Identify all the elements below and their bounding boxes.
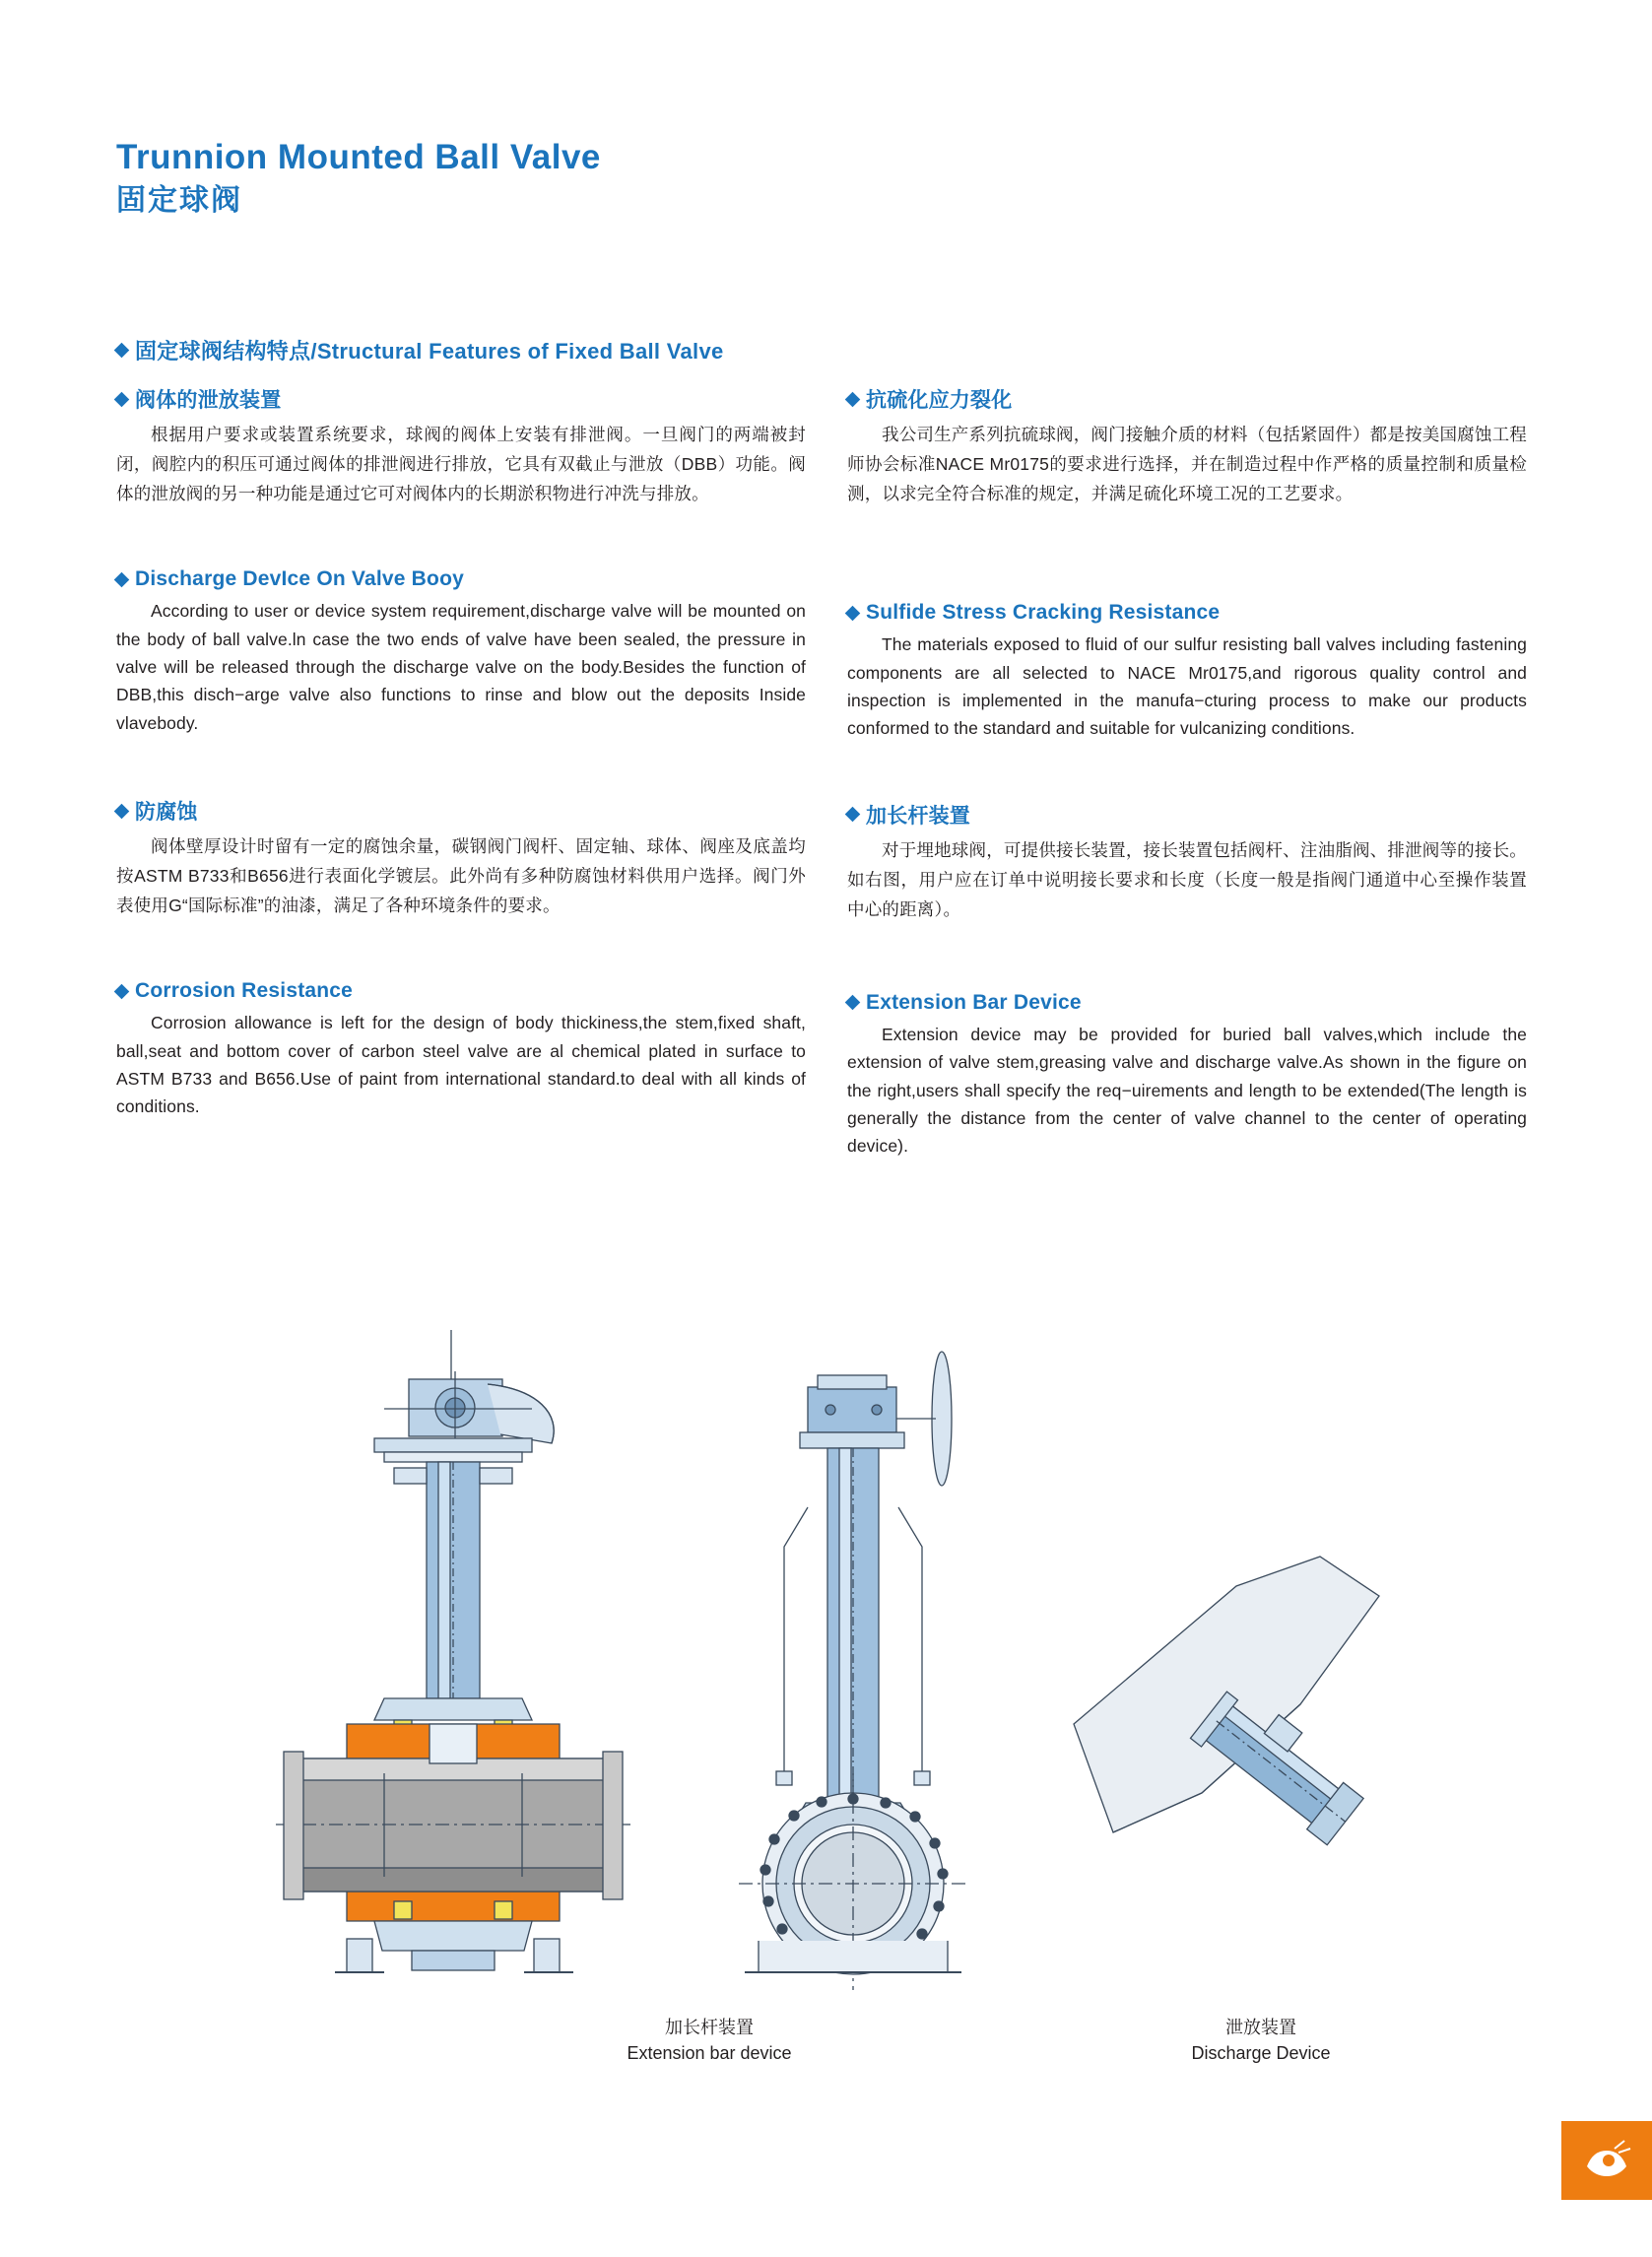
sub-heading	[116, 567, 806, 591]
article-sulfide-en	[847, 601, 1527, 742]
spacer	[116, 954, 806, 979]
sub-heading-text: 阀体的泄放装置	[135, 389, 282, 412]
page-title-cn: 固定球阀	[116, 184, 242, 218]
corner-logo	[1561, 2121, 1652, 2200]
sub-heading	[847, 384, 1527, 414]
paragraph: The materials exposed to fluid of our sulfur resisting ball valves including fastening components are all selected to NACE Mr0175,and rigorous quality control and inspection is implemented in the manufa−cturing process to make our products conformed to the standard and suitable for vulcanizing conditions.	[847, 634, 1527, 739]
sub-heading	[116, 796, 806, 826]
diamond-bullet-icon	[114, 803, 130, 819]
caption-cn: 泄放装置	[1225, 2018, 1296, 2037]
section-heading-structural-features	[116, 335, 724, 365]
diamond-bullet-icon	[114, 572, 130, 588]
figure-caption-discharge	[1064, 2015, 1458, 2066]
spacer	[116, 542, 806, 567]
spacer	[116, 770, 806, 796]
diamond-bullet-icon	[845, 995, 861, 1011]
article-sulfide-cn	[847, 384, 1527, 508]
sub-heading	[116, 979, 806, 1003]
article-extension-cn	[847, 800, 1527, 924]
paragraph: 根据用户要求或装置系统要求，球阀的阀体上安装有排泄阀。一旦阀门的两端被封闭，阀腔内的积压可通过阀体的排泄阀进行排放，它具有双截止与泄放（DBB）功能。阀体的泄放阀的另一种功能是通过它可对阀体内的长期淤积物进行冲洗与排放。	[116, 425, 806, 504]
diamond-bullet-icon	[845, 807, 861, 823]
sub-heading-text: Discharge DevIce On Valve Booy	[135, 567, 464, 591]
diamond-bullet-icon	[845, 391, 861, 407]
figure-caption-extension	[512, 2015, 906, 2066]
article-discharge-device-en	[116, 567, 806, 737]
sub-heading-text: Sulfide Stress Cracking Resistance	[866, 601, 1221, 625]
paragraph: 阀体壁厚设计时留有一定的腐蚀余量，碳钢阀门阀杆、固定轴、球体、阀座及底盖均按ASTM B733和B656进行表面化学镀层。此外尚有多种防腐蚀材料供用户选择。阀门外表使用G“国际标准”的油漆，满足了各种环境条件的要求。	[116, 836, 806, 916]
spacer	[847, 542, 1527, 601]
paragraph: 对于埋地球阀，可提供接长装置，接长装置包括阀杆、注油脂阀、排泄阀等的接长。如右图，用户应在订单中说明接长要求和长度（长度一般是指阀门通道中心至操作装置中心的距离）。	[847, 839, 1527, 919]
sub-heading	[847, 991, 1527, 1015]
article-corrosion-en	[116, 979, 806, 1120]
caption-en: Extension bar device	[627, 2043, 792, 2064]
figures-area	[0, 1310, 1652, 2079]
right-column	[847, 384, 1527, 1194]
paragraph: According to user or device system requirement,discharge valve will be mounted on the body of ball valve.ln case the two ends of valve have been sealed, the pressure in valve will be released through the discharge valve on the body.Besides the function of DBB,this disch−arge valve also functions to rinse and blow out the deposits Inside vlavebody.	[116, 601, 806, 733]
caption-en: Discharge Device	[1191, 2043, 1331, 2064]
spacer	[847, 958, 1527, 991]
section-heading-text: 固定球阀结构特点/Structural Features of Fixed Ball Valve	[135, 339, 724, 364]
valve-logo-icon	[1579, 2137, 1634, 2184]
sub-heading	[847, 800, 1527, 830]
page-title-en: Trunnion Mounted Ball Valve	[116, 138, 601, 176]
figure-cutaway-ball-valve	[236, 1310, 670, 1990]
diamond-bullet-icon	[114, 343, 130, 359]
sub-heading	[847, 601, 1527, 625]
spacer	[847, 776, 1527, 800]
sub-heading-text: 抗硫化应力裂化	[866, 389, 1013, 412]
sub-heading	[116, 384, 806, 414]
diamond-bullet-icon	[114, 391, 130, 407]
paragraph: 我公司生产系列抗硫球阀，阀门接触介质的材料（包括紧固件）都是按美国腐蚀工程师协会标准NACE Mr0175的要求进行选择，并在制造过程中作严格的质量控制和质量检测，以求完全符合标准的规定，并满足硫化环境工况的工艺要求。	[847, 425, 1527, 504]
figure-discharge-device	[1054, 1537, 1468, 1931]
article-corrosion-cn	[116, 796, 806, 920]
left-column	[116, 384, 806, 1155]
diamond-bullet-icon	[845, 606, 861, 622]
figure-extension-bar-device	[690, 1310, 1084, 1990]
sub-heading-text: Corrosion Resistance	[135, 979, 354, 1003]
article-discharge-device-cn	[116, 384, 806, 508]
paragraph: Corrosion allowance is left for the design of body thickiness,the stem,fixed shaft, ball,seat and bottom cover of carbon steel valve are al chemical plated in surface to ASTM B733 and B656.Use of paint from international standard.to deal with all kinds of conditions.	[116, 1013, 806, 1117]
page-title	[116, 138, 1003, 222]
diamond-bullet-icon	[114, 984, 130, 1000]
sub-heading-text: 加长杆装置	[866, 804, 970, 828]
sub-heading-text: 防腐蚀	[135, 801, 198, 824]
paragraph: Extension device may be provided for buried ball valves,which include the extension of valve stem,greasing valve and discharge valve.As shown in the figure on the right,users shall specify the req−uirements and length to be extended(The length is generally the distance from the center of valve channel to the center of operating device).	[847, 1024, 1527, 1157]
sub-heading-text: Extension Bar Device	[866, 990, 1082, 1014]
caption-cn: 加长杆装置	[665, 2018, 754, 2037]
article-extension-en	[847, 991, 1527, 1161]
